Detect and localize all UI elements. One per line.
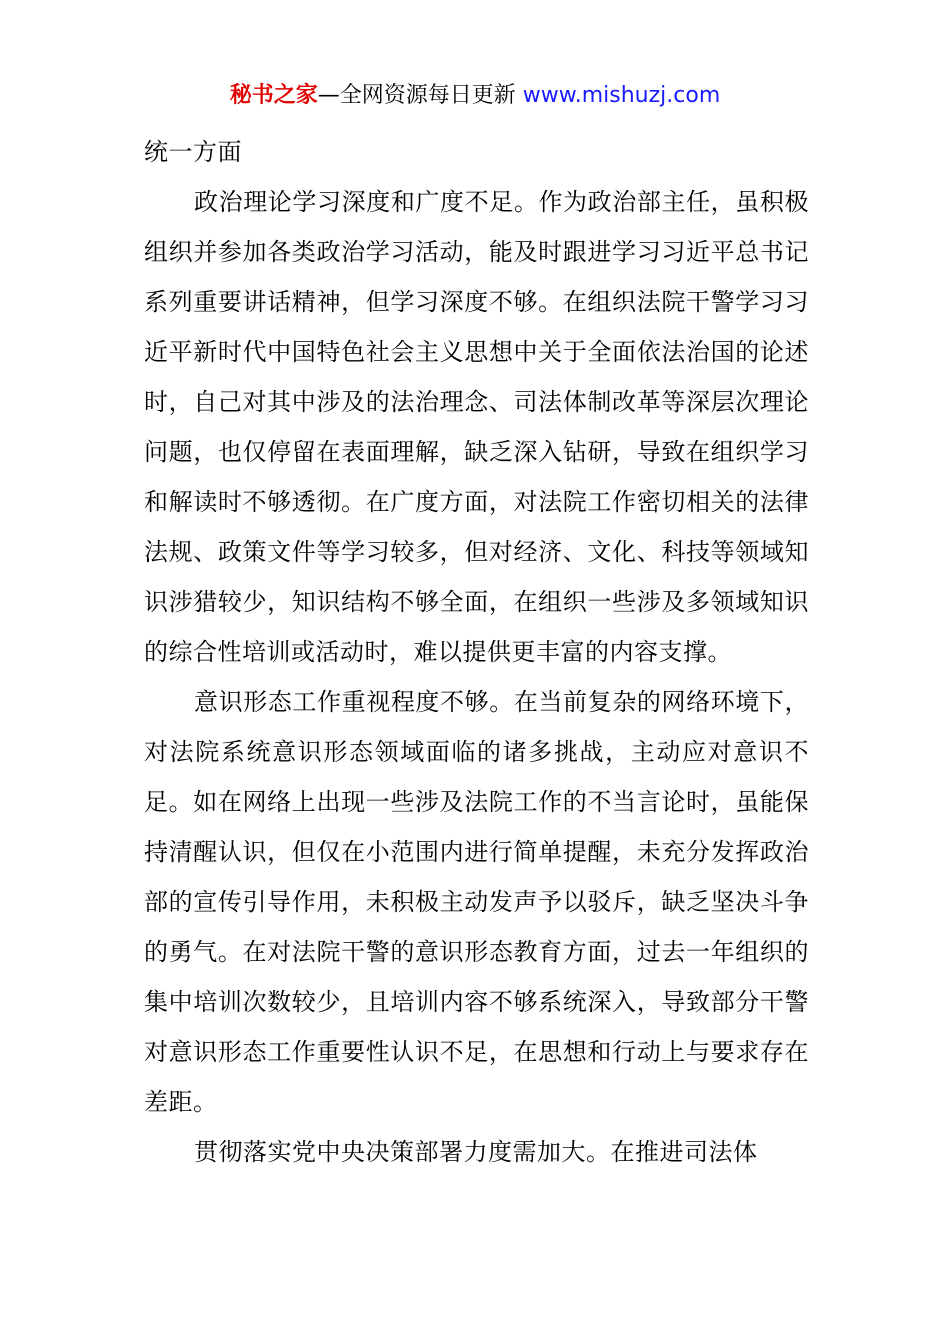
paragraph: 政治理论学习深度和广度不足。作为政治部主任，虽积极组织并参加各类政治学习活动，能及时跟进学习习近平总书记系列重要讲话精神，但学习深度不够。在组织法院干警学习习近平新时代中国特色社会主义思想中关于全面依法治国的论述时，自己对其中涉及的法治理念、司法体制改革等深层次理论问题，也仅停留在表面理解，缺乏深入钻研，导致在组织学习和解读时不够透彻。在广度方面，对法院工作密切相关的法律法规、政策文件等学习较多，但对经济、文化、科技等领域知识涉猎较少，知识结构不够全面，在组织一些涉及多领域知识的综合性培训或活动时，难以提供更丰富的内容支撑。 — [144, 188, 809, 666]
header-tagline: —全网资源每日更新 — [317, 83, 523, 108]
paragraph-continuation: 统一方面 — [144, 138, 242, 166]
document-body — [144, 127, 809, 1177]
paragraph: 意识形态工作重视程度不够。在当前复杂的网络环境下，对法院系统意识形态领域面临的诸多挑战，主动应对意识不足。如在网络上出现一些涉及法院工作的不当言论时，虽能保持清醒认识，但仅在小范围内进行简单提醒，未充分发挥政治部的宣传引导作用，未积极主动发声予以驳斥，缺乏坚决斗争的勇气。在对法院干警的意识形态教育方面，过去一年组织的集中培训次数较少，且培训内容不够系统深入，导致部分干警对意识形态工作重要性认识不足，在思想和行动上与要求存在差距。 — [144, 688, 809, 1116]
site-url-link[interactable]: www.mishuzj.com — [522, 83, 721, 108]
brand-name: 秘书之家 — [229, 83, 318, 108]
paragraph: 贯彻落实党中央决策部署力度需加大。在推进司法体 — [194, 1138, 758, 1166]
site-header — [0, 80, 950, 112]
